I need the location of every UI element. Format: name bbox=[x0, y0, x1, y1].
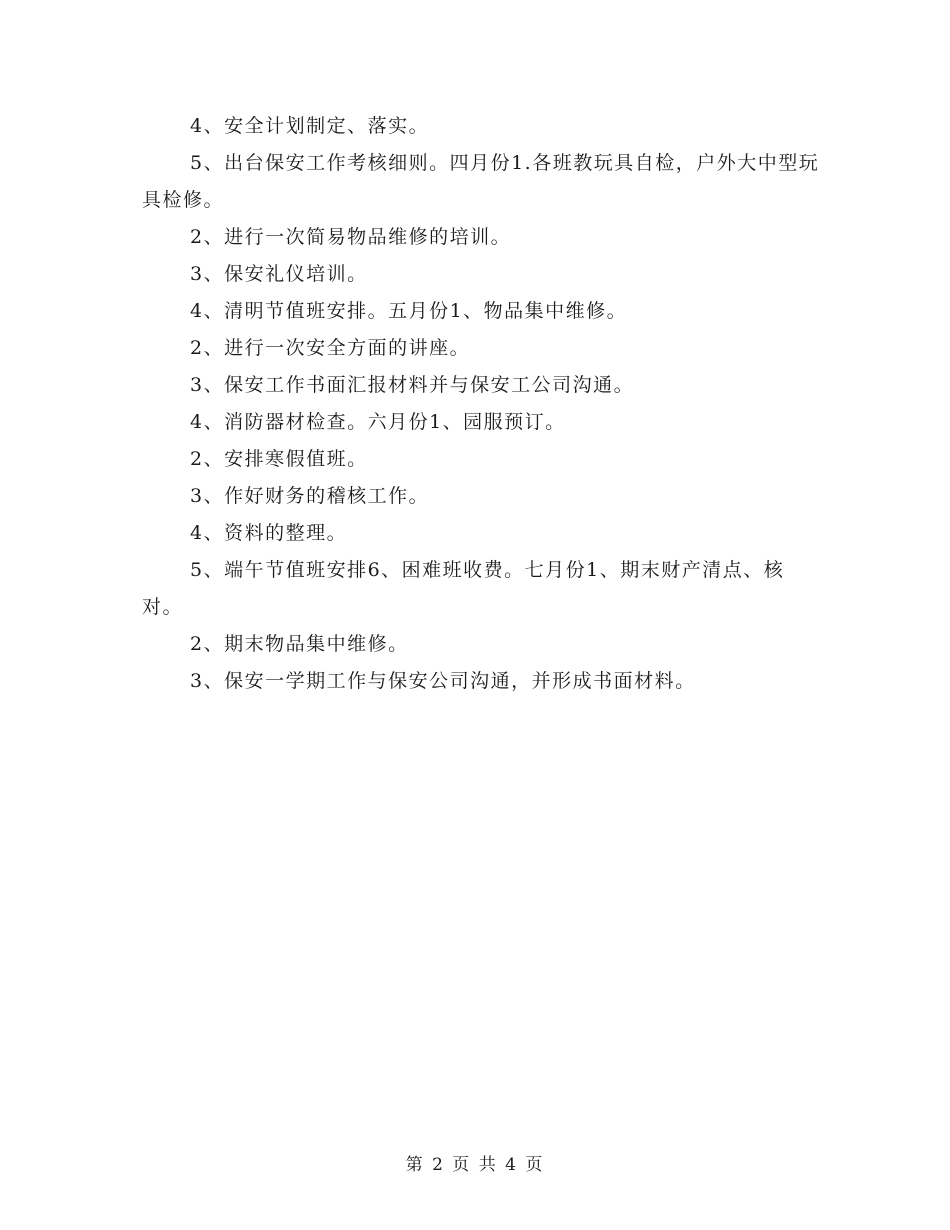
paragraph: 3、保安礼仪培训。 bbox=[190, 263, 368, 285]
page-footer bbox=[0, 1153, 950, 1177]
paragraph: 2、期末物品集中维修。 bbox=[190, 633, 409, 655]
document-body bbox=[142, 108, 822, 700]
footer-prefix: 第 bbox=[405, 1155, 425, 1175]
paragraph: 4、清明节值班安排。五月份1、物品集中维修。 bbox=[190, 300, 628, 322]
footer-suffix: 页 bbox=[525, 1155, 545, 1175]
paragraph: 3、保安一学期工作与保安公司沟通，并形成书面材料。 bbox=[190, 670, 696, 692]
paragraph: 5、端午节值班安排6、困难班收费。七月份1、期末财产清点、核对。 bbox=[142, 559, 785, 618]
paragraph: 3、保安工作书面汇报材料并与保安工公司沟通。 bbox=[190, 374, 635, 396]
footer-total-pages: 4 bbox=[505, 1155, 518, 1175]
paragraph: 2、安排寒假值班。 bbox=[190, 448, 368, 470]
paragraph: 3、作好财务的稽核工作。 bbox=[190, 485, 430, 507]
paragraph: 2、进行一次简易物品维修的培训。 bbox=[190, 226, 512, 248]
paragraph: 4、安全计划制定、落实。 bbox=[190, 115, 430, 137]
paragraph: 4、消防器材检查。六月份1、园服预订。 bbox=[190, 411, 566, 433]
footer-current-page: 2 bbox=[432, 1155, 445, 1175]
paragraph: 4、资料的整理。 bbox=[190, 522, 348, 544]
paragraph: 5、出台保安工作考核细则。四月份1.各班教玩具自检，户外大中型玩具检修。 bbox=[142, 152, 820, 211]
paragraph: 2、进行一次安全方面的讲座。 bbox=[190, 337, 471, 359]
footer-middle: 页 共 bbox=[452, 1155, 498, 1175]
